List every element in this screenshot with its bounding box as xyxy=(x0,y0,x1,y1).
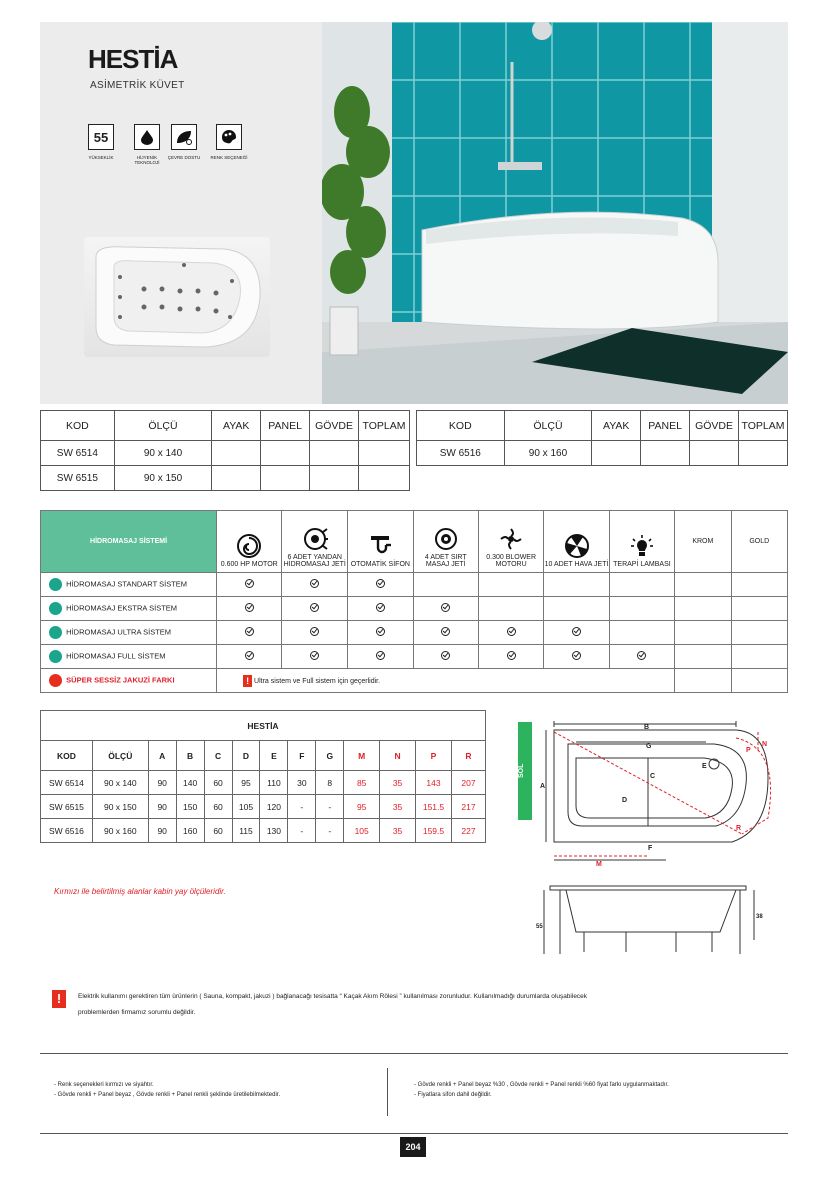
blower-icon xyxy=(479,526,543,554)
green-dot-icon xyxy=(49,650,62,663)
feature-label: RENK SEÇENEĞİ xyxy=(210,155,248,160)
green-dot-icon xyxy=(49,626,62,639)
side-jet-icon xyxy=(282,526,347,554)
feature-label: ÇEVRE DOSTU xyxy=(167,155,201,160)
col-header: G xyxy=(316,741,344,771)
check-icon xyxy=(376,579,385,588)
col-label: 4 ADET SIRT MASAJ JETİ xyxy=(424,554,467,568)
hydromassage-system-table xyxy=(40,510,788,693)
col-chrome: KROM xyxy=(675,511,731,573)
col-blower xyxy=(478,511,543,573)
svg-text:M: M xyxy=(596,861,602,868)
col-header: KOD xyxy=(417,411,505,441)
col-header: C xyxy=(204,741,232,771)
table-row xyxy=(41,597,788,621)
cell-code: SW 6516 xyxy=(417,441,505,466)
table-row xyxy=(41,441,410,466)
check-icon xyxy=(245,603,254,612)
svg-text:38: 38 xyxy=(756,914,763,920)
col-label: TERAPİ LAMBASI xyxy=(613,561,671,568)
cell-size: 90 x 150 xyxy=(114,466,212,491)
col-header: TOPLAM xyxy=(359,411,410,441)
table-row xyxy=(41,645,788,669)
svg-text:R: R xyxy=(736,825,742,832)
cell-empty xyxy=(359,466,410,491)
check-icon xyxy=(310,627,319,636)
divider xyxy=(40,1133,788,1134)
price-table-left xyxy=(40,410,410,491)
cell-empty xyxy=(641,441,690,466)
side-label: SOL xyxy=(518,722,532,820)
cell-size: 90 x 160 xyxy=(504,441,592,466)
footer-left: - Renk seçenekleri kırmızı ve siyahtır. - Gövde renkli + Panel beyaz , Gövde renkli + Panel renkli şeklinde üretilebilmektedir. xyxy=(54,1082,281,1098)
svg-text:E: E xyxy=(702,763,707,770)
dimensions-table xyxy=(40,710,486,843)
height-55-icon: 55 xyxy=(88,124,114,150)
check-icon xyxy=(310,579,319,588)
therapy-lamp-icon xyxy=(610,533,674,561)
col-header: B xyxy=(176,741,204,771)
green-dot-icon xyxy=(49,602,62,615)
cell-empty xyxy=(359,441,410,466)
col-side-jet xyxy=(282,511,348,573)
col-motor xyxy=(217,511,282,573)
cell-empty xyxy=(261,466,310,491)
super-note: ! Ultra sistem ve Full sistem için geçerlidir. xyxy=(217,669,675,693)
check-icon xyxy=(507,627,516,636)
col-header: ÖLÇÜ xyxy=(92,741,148,771)
svg-text:B: B xyxy=(644,724,650,731)
droplet-icon xyxy=(134,124,160,150)
bathroom-photo xyxy=(322,22,788,404)
col-header: E xyxy=(260,741,288,771)
check-icon xyxy=(376,651,385,660)
col-header: A xyxy=(148,741,176,771)
product-subtitle: ASİMETRİK KÜVET xyxy=(90,80,185,91)
svg-text:A: A xyxy=(540,783,546,790)
footer-divider xyxy=(387,1068,388,1116)
col-label: 0.600 HP MOTOR xyxy=(220,561,278,568)
table-row: SW 6515 90 x 150 90 150 60 105 120 - - 95 35 151.5 217 xyxy=(41,795,486,819)
warning-icon: ! xyxy=(52,990,66,1008)
table-row xyxy=(41,669,788,693)
col-header: D xyxy=(232,741,260,771)
check-icon xyxy=(310,651,319,660)
page-number: 204 xyxy=(400,1137,426,1157)
row-label: HİDROMASAJ FULL SİSTEM xyxy=(41,645,217,669)
feature-label: HİJYENİK TEKNOLOJİ xyxy=(134,155,160,165)
motor-icon xyxy=(217,533,281,561)
table-row xyxy=(41,466,410,491)
col-label: 10 ADET HAVA JETİ xyxy=(544,561,609,568)
check-icon xyxy=(441,651,450,660)
tub-top-view-image xyxy=(84,237,270,357)
warning-text: Elektrik kullanımı gerektiren tüm ürünlerin ( Sauna, kompakt, jakuzi ) bağlanacağı tesisatta “ Kaçak Akım Rölesi ” kullanılması zorunludur. Kullanılmadığı durumlarda oluşabilecek problemlerden firmamız sorumlu değildir. xyxy=(78,993,588,1016)
siphon-icon xyxy=(348,533,413,561)
eco-leaf-icon xyxy=(171,124,197,150)
air-jet-icon xyxy=(544,533,608,561)
svg-text:55: 55 xyxy=(536,924,543,930)
col-header: PANEL xyxy=(641,411,690,441)
col-header: KOD xyxy=(41,411,115,441)
row-label: HİDROMASAJ ULTRA SİSTEM xyxy=(41,621,217,645)
divider xyxy=(40,1053,788,1054)
svg-text:G: G xyxy=(646,743,652,750)
row-label: HİDROMASAJ EKSTRA SİSTEM xyxy=(41,597,217,621)
color-palette-icon xyxy=(216,124,242,150)
col-label: 0.300 BLOWER MOTORU xyxy=(486,554,537,568)
cell-empty xyxy=(261,441,310,466)
check-icon xyxy=(637,651,646,660)
check-icon xyxy=(507,651,516,660)
col-back-jet xyxy=(413,511,478,573)
system-header: HİDROMASAJ SİSTEMİ xyxy=(41,511,217,573)
col-header: M xyxy=(344,741,380,771)
table-row xyxy=(417,441,788,466)
col-header: R xyxy=(451,741,485,771)
cell-size: 90 x 140 xyxy=(114,441,212,466)
table-row xyxy=(41,573,788,597)
red-note: Kırmızı ile belirtilmiş alanlar kabin yay ölçüleridir. xyxy=(54,887,226,896)
check-icon xyxy=(376,603,385,612)
col-header: AYAK xyxy=(212,411,261,441)
red-dot-icon xyxy=(49,674,62,687)
svg-text:N: N xyxy=(762,741,768,748)
check-icon xyxy=(441,603,450,612)
cell-empty xyxy=(212,466,261,491)
cell-empty xyxy=(212,441,261,466)
check-icon xyxy=(572,651,581,660)
footer-right: - Gövde renkli + Panel beyaz %30 , Gövde renkli + Panel renkli %60 fiyat farkı uygulanmaktadır. - Fiyatlara sifon dahil değildir. xyxy=(414,1082,669,1098)
col-header: ÖLÇÜ xyxy=(114,411,212,441)
check-icon xyxy=(245,651,254,660)
col-header: N xyxy=(380,741,416,771)
check-icon xyxy=(376,627,385,636)
back-jet-icon xyxy=(414,526,478,554)
col-header: TOPLAM xyxy=(739,411,788,441)
row-label: SÜPER SESSİZ JAKUZİ FARKI xyxy=(41,669,217,693)
price-table-right xyxy=(416,410,788,466)
cell-code: SW 6515 xyxy=(41,466,115,491)
dims-title: HESTİA xyxy=(41,711,486,741)
cell-empty xyxy=(592,441,641,466)
cell-empty xyxy=(310,441,359,466)
cell-empty xyxy=(310,466,359,491)
table-row xyxy=(41,621,788,645)
svg-text:C: C xyxy=(650,773,656,780)
col-header: GÖVDE xyxy=(310,411,359,441)
col-header: KOD xyxy=(41,741,93,771)
col-label: 6 ADET YANDAN HİDROMASAJ JETİ xyxy=(283,554,346,568)
col-header: ÖLÇÜ xyxy=(504,411,592,441)
col-header: P xyxy=(416,741,452,771)
col-gold: GOLD xyxy=(731,511,787,573)
check-icon xyxy=(245,579,254,588)
check-icon xyxy=(310,603,319,612)
svg-text:D: D xyxy=(622,797,628,804)
green-dot-icon xyxy=(49,578,62,591)
warning-icon: ! xyxy=(243,675,252,687)
col-header: GÖVDE xyxy=(690,411,739,441)
col-header: F xyxy=(288,741,316,771)
col-therapy-lamp xyxy=(609,511,674,573)
svg-text:P: P xyxy=(746,747,751,754)
svg-text:F: F xyxy=(648,845,653,852)
check-icon xyxy=(441,627,450,636)
col-label: OTOMATİK SİFON xyxy=(350,561,410,568)
cell-empty xyxy=(690,441,739,466)
check-icon xyxy=(572,627,581,636)
table-row: SW 6514 90 x 140 90 140 60 95 110 30 8 85 35 143 207 xyxy=(41,771,486,795)
technical-drawing xyxy=(536,718,786,980)
col-air-jet xyxy=(544,511,609,573)
col-header: PANEL xyxy=(261,411,310,441)
check-icon xyxy=(245,627,254,636)
cell-empty xyxy=(739,441,788,466)
row-label: HİDROMASAJ STANDART SİSTEM xyxy=(41,573,217,597)
table-row: SW 6516 90 x 160 90 160 60 115 130 - - 105 35 159.5 227 xyxy=(41,819,486,843)
product-title: HESTİA xyxy=(88,44,178,74)
cell-code: SW 6514 xyxy=(41,441,115,466)
col-siphon xyxy=(348,511,414,573)
feature-label: YÜKSEKLİK xyxy=(88,155,114,160)
col-header: AYAK xyxy=(592,411,641,441)
